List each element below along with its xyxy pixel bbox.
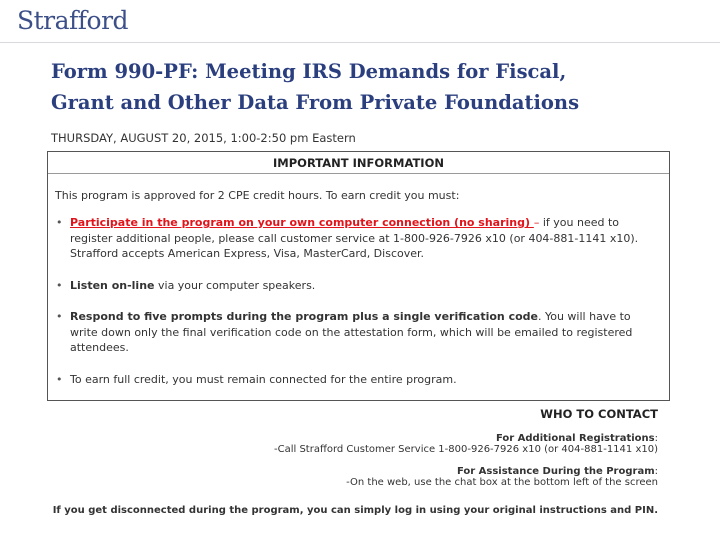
bullet-icon: • — [56, 310, 63, 323]
contact-section — [38, 407, 658, 499]
bullet-icon: • — [56, 216, 63, 229]
important-heading: IMPORTANT INFORMATION — [273, 156, 444, 170]
registrations-label: For Additional Registrations — [495, 433, 655, 444]
registrations-block — [38, 433, 658, 455]
listen-online-label: Listen on-line — [70, 278, 155, 292]
list-item — [48, 309, 649, 356]
own-connection-link[interactable]: Participate in the program on your own computer connection (no sharing) — [70, 216, 534, 229]
contact-heading: WHO TO CONTACT — [540, 407, 658, 421]
strafford-logo: Strafford — [17, 6, 129, 35]
header-divider — [0, 42, 720, 43]
dash-separator: – — [533, 216, 543, 229]
registrations-text: -Call Strafford Customer Service 1-800-926-7926 x10 (or 404-881-1141 x10) — [273, 444, 658, 455]
slide-title-line-2: Grant and Other Data From Private Foundations — [51, 91, 580, 114]
prompts-label: Respond to five prompts during the program plus a single verification code — [70, 310, 538, 323]
bullet-icon: • — [56, 372, 63, 386]
listen-online-text: via your computer speakers. — [154, 278, 316, 292]
program-date: THURSDAY, AUGUST 20, 2015, 1:00-2:50 pm Eastern — [51, 131, 356, 145]
assistance-block — [38, 466, 658, 488]
important-divider — [48, 173, 669, 174]
register-info-text: if you need to register additional people, please call customer service at 1-800-926-7926 x10 (or 404-881-1141 x10). Strafford accepts American Express, Visa, MasterCard, Discover. — [70, 216, 639, 260]
disconnect-note: If you get disconnected during the program, you can simply log in using your original instructions and PIN. — [52, 505, 658, 516]
assistance-label: For Assistance During the Program — [456, 466, 655, 477]
assistance-text: -On the web, use the chat box at the bottom left of the screen — [346, 477, 658, 488]
full-credit-text: To earn full credit, you must remain connected for the entire program. — [70, 372, 457, 386]
list-item — [48, 278, 649, 294]
registrations-colon: : — [654, 433, 658, 444]
slide-title-line-1: Form 990-PF: Meeting IRS Demands for Fiscal, — [51, 60, 567, 83]
slide-title — [51, 56, 671, 118]
prompts-text: . You will have to write down only the final verification code on the attestation form, which will be emailed to registered attendees. — [70, 310, 633, 354]
bullet-icon: • — [56, 278, 63, 292]
list-item — [48, 215, 649, 262]
cpe-intro: This program is approved for 2 CPE credit hours. To earn credit you must: — [55, 189, 460, 202]
list-item — [48, 372, 649, 388]
requirements-list — [48, 215, 669, 387]
important-information-box — [47, 151, 670, 401]
assistance-colon: : — [654, 466, 658, 477]
